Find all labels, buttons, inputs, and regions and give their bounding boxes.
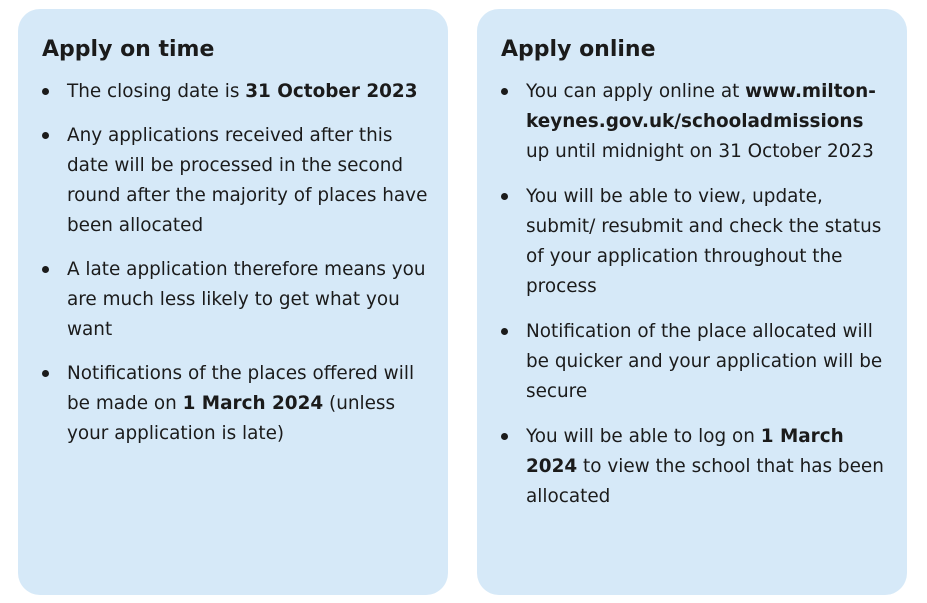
bullet-text: Any applications received after this date will be processed in the second round after the majority of places have been allocated	[67, 125, 428, 236]
bullet-list	[42, 77, 434, 463]
bullet-text: You will be able to view, update, submit/ resubmit and check the status of your application throughout the process	[526, 186, 882, 297]
list-item	[501, 182, 893, 302]
bullet-icon	[501, 88, 508, 95]
apply-online-panel	[477, 9, 907, 595]
school-admissions-link[interactable]: www.milton-keynes.gov.uk/schooladmissions	[526, 81, 876, 132]
bullet-icon	[42, 370, 49, 377]
bullet-text: Notifications of the places offered will be made on	[67, 363, 415, 414]
bullet-icon	[501, 328, 508, 335]
panel-title: Apply on time	[42, 37, 215, 62]
closing-date: 31 October 2023	[245, 81, 418, 102]
list-item: You can apply online at www.milton-keynes.gov.uk/schooladmissions up until midnight on 31 October 2023	[501, 77, 893, 167]
bullet-text: You will be able to log on	[526, 426, 761, 447]
bullet-icon	[501, 193, 508, 200]
bullet-text: The closing date is	[67, 81, 246, 102]
list-item	[42, 255, 434, 345]
bullet-icon	[42, 266, 49, 273]
list-item	[42, 121, 434, 241]
bullet-text: Notification of the place allocated will be quicker and your application will be secure	[526, 321, 883, 402]
panel-title: Apply online	[501, 37, 656, 62]
apply-on-time-panel	[18, 9, 448, 595]
bullet-list	[501, 77, 893, 527]
bullet-text: You can apply online at	[526, 81, 746, 102]
bullet-icon	[42, 132, 49, 139]
bullet-icon	[42, 88, 49, 95]
list-item: Notifications of the places offered will be made on 1 March 2024 (unless your application is late)	[42, 359, 434, 449]
offer-date: 1 March 2024	[182, 393, 324, 414]
list-item: You will be able to log on 1 March 2024 to view the school that has been allocated	[501, 422, 893, 512]
log-on-date: 1 March 2024	[526, 426, 844, 477]
bullet-text: A late application therefore means you are much less likely to get what you want	[67, 259, 426, 340]
bullet-icon	[501, 433, 508, 440]
list-item	[501, 317, 893, 407]
list-item	[42, 77, 434, 107]
